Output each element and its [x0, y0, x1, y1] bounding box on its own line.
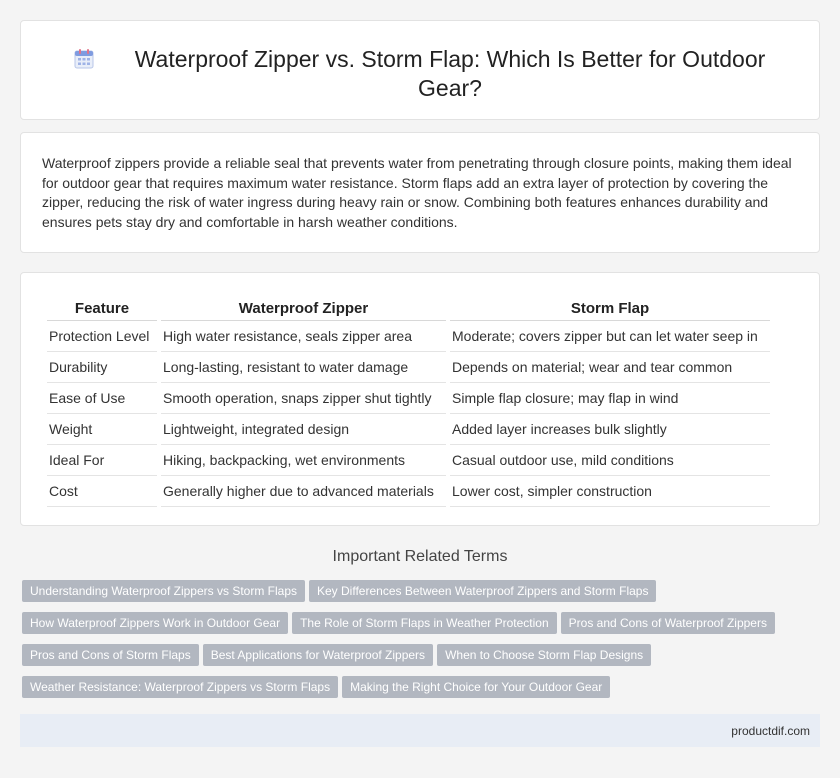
table-header-row — [47, 297, 770, 321]
related-term-link[interactable]: Best Applications for Waterproof Zippers — [203, 644, 433, 666]
table-row — [47, 321, 770, 352]
table-cell-zipper: High water resistance, seals zipper area — [161, 321, 446, 352]
table-cell-flap: Lower cost, simpler construction — [450, 476, 770, 507]
table-cell-flap: Simple flap closure; may flap in wind — [450, 383, 770, 414]
table-row — [47, 414, 770, 445]
related-term-link[interactable]: Weather Resistance: Waterproof Zippers vs Storm Flaps — [22, 676, 338, 698]
header-feature: Feature — [47, 297, 157, 321]
table-cell-feature: Durability — [47, 352, 157, 383]
table-cell-flap: Added layer increases bulk slightly — [450, 414, 770, 445]
tag-row — [22, 676, 822, 708]
table-cell-feature: Ease of Use — [47, 383, 157, 414]
related-terms-heading: Important Related Terms — [332, 548, 508, 565]
page-title: Waterproof Zipper vs. Storm Flap: Which Is Better for Outdoor Gear? — [134, 46, 766, 101]
comparison-card — [20, 272, 820, 526]
table-cell-flap: Depends on material; wear and tear common — [450, 352, 770, 383]
tag-row — [22, 644, 822, 676]
header-storm-flap: Storm Flap — [450, 297, 770, 321]
tag-row — [22, 580, 822, 612]
related-term-link[interactable]: Pros and Cons of Waterproof Zippers — [561, 612, 775, 634]
table-cell-zipper: Hiking, backpacking, wet environments — [161, 445, 446, 476]
footer-bar — [20, 714, 820, 747]
table-cell-zipper: Lightweight, integrated design — [161, 414, 446, 445]
table-cell-flap: Moderate; covers zipper but can let water seep in — [450, 321, 770, 352]
comparison-table — [43, 297, 774, 507]
related-term-link[interactable]: Key Differences Between Waterproof Zippers and Storm Flaps — [309, 580, 656, 602]
related-terms-list — [22, 580, 822, 708]
table-cell-feature: Cost — [47, 476, 157, 507]
table-cell-feature: Protection Level — [47, 321, 157, 352]
related-term-link[interactable]: When to Choose Storm Flap Designs — [437, 644, 651, 666]
related-term-link[interactable]: The Role of Storm Flaps in Weather Protection — [292, 612, 557, 634]
table-cell-feature: Weight — [47, 414, 157, 445]
table-row — [47, 383, 770, 414]
table-cell-zipper: Long-lasting, resistant to water damage — [161, 352, 446, 383]
related-term-link[interactable]: Pros and Cons of Storm Flaps — [22, 644, 199, 666]
tag-row — [22, 612, 822, 644]
table-row — [47, 445, 770, 476]
table-row — [47, 476, 770, 507]
table-cell-zipper: Generally higher due to advanced materials — [161, 476, 446, 507]
related-term-link[interactable]: How Waterproof Zippers Work in Outdoor Gear — [22, 612, 288, 634]
table-cell-flap: Casual outdoor use, mild conditions — [450, 445, 770, 476]
header-waterproof-zipper: Waterproof Zipper — [161, 297, 446, 321]
table-cell-zipper: Smooth operation, snaps zipper shut tightly — [161, 383, 446, 414]
footer-site-name: productdif.com — [731, 724, 810, 738]
related-term-link[interactable]: Making the Right Choice for Your Outdoor Gear — [342, 676, 610, 698]
table-row — [47, 352, 770, 383]
title-card — [20, 20, 820, 120]
intro-card — [20, 132, 820, 253]
intro-paragraph: Waterproof zippers provide a reliable seal that prevents water from penetrating through closure points, making them ideal for outdoor gear that requires maximum water resistance. Storm flaps add an extra layer of protection by covering the zipper, reducing the risk of water ingress during heavy rain or snow. Combining both features enhances durability and ensures pets stay dry and comfortable in harsh weather conditions. — [42, 155, 792, 230]
table-cell-feature: Ideal For — [47, 445, 157, 476]
related-term-link[interactable]: Understanding Waterproof Zippers vs Storm Flaps — [22, 580, 305, 602]
